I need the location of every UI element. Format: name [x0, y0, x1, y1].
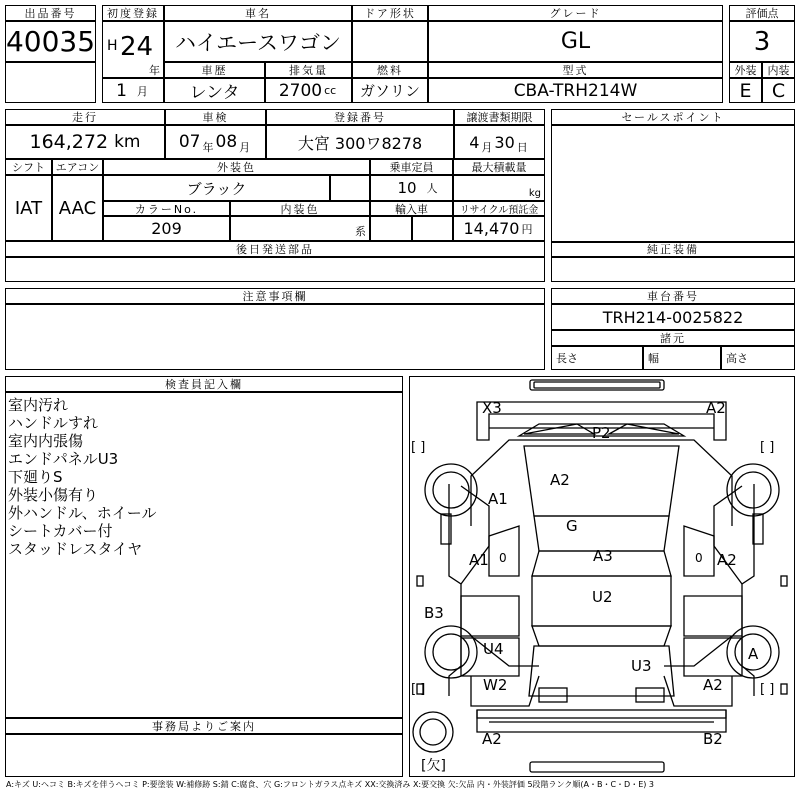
- import-a: [370, 216, 412, 241]
- insp-month-unit: 月: [239, 141, 251, 154]
- bracket-left-front: [ ]: [411, 440, 426, 455]
- mark-a1-front-left: A1: [488, 490, 508, 508]
- mark-a2-rear-right: A2: [703, 676, 723, 694]
- bracket-left-rear: [ ]: [411, 682, 426, 697]
- reg-no-label: 登録番号: [266, 109, 454, 125]
- displacement-value: 2700: [278, 80, 323, 101]
- mark-w2: W2: [483, 676, 508, 694]
- score-label: 評価点: [729, 5, 795, 21]
- notice-box: [5, 304, 545, 370]
- capacity-label: 乗車定員: [370, 159, 453, 175]
- sales-points-box: [551, 125, 795, 243]
- displacement-label: 排気量: [265, 62, 352, 78]
- mark-p2: P2: [592, 424, 611, 442]
- ac-label: エアコン: [52, 159, 103, 175]
- note-line: シートカバー付: [8, 522, 113, 540]
- lot-no-blank: [5, 62, 96, 103]
- transfer-day: 30: [494, 132, 515, 152]
- model-label: 型式: [428, 62, 723, 78]
- mark-a2-hood: A2: [550, 471, 570, 489]
- grade-label: グレード: [428, 5, 723, 21]
- mark-zero-left: 0: [499, 551, 507, 565]
- reg-month-unit: 月: [136, 84, 148, 98]
- length-label: 長さ: [551, 346, 643, 370]
- insp-month: 08: [215, 132, 238, 152]
- mileage-unit: km: [114, 132, 141, 152]
- import-label: 輸入車: [370, 201, 453, 216]
- specs-label: 諸元: [551, 330, 795, 346]
- load-label: 最大積載量: [453, 159, 545, 175]
- ext-grade: E: [729, 78, 762, 103]
- insp-year: 07: [178, 132, 201, 152]
- legend: A:キズ U:ヘコミ B:キズを伴うヘコミ P:要塗装 W:補修跡 S:錆 C:腐食、穴 G:フロントガラス点キズ XX:交換済み X:要交換 欠:欠品 内・外装評価 5段階ランク順(A・B・C・D・E) 3: [6, 780, 655, 789]
- office-label: 事務局よりご案内: [5, 718, 403, 734]
- note-line: 室内内張傷: [8, 432, 84, 450]
- note-line: ハンドルすれ: [8, 414, 99, 432]
- inspector-label: 検査員記入欄: [5, 376, 403, 392]
- int-grade: C: [762, 78, 795, 103]
- mark-a2-right: A2: [717, 551, 737, 569]
- door-label: ドア形状: [352, 5, 428, 21]
- mark-b2-rear-right: B2: [703, 730, 723, 748]
- note-line: スタッドレスタイヤ: [8, 540, 143, 558]
- model: CBA-TRH214W: [428, 78, 723, 103]
- recycle-value: 14,470: [463, 219, 520, 238]
- transfer-month: 4: [469, 132, 480, 152]
- mark-zero-right: 0: [695, 551, 703, 565]
- shift: IAT: [5, 175, 52, 241]
- capacity-unit: 人: [426, 182, 438, 195]
- mark-u2: U2: [592, 588, 613, 606]
- office-box: [5, 734, 403, 777]
- chassis-no: TRH214-0025822: [551, 304, 795, 330]
- mileage-label: 走行: [5, 109, 165, 125]
- width-label: 幅: [643, 346, 721, 370]
- mark-a-wheel: A: [748, 645, 759, 663]
- bracket-right-front: [ ]: [760, 440, 775, 455]
- note-line: 外ハンドル、ホイール: [8, 504, 157, 522]
- mark-x3: X3: [482, 399, 502, 417]
- capacity-value: 10: [397, 179, 417, 197]
- mileage-value: 164,272: [29, 131, 109, 153]
- mark-a3: A3: [593, 547, 613, 565]
- inspection-label: 車検: [165, 109, 266, 125]
- car-name: ハイエースワゴン: [164, 21, 352, 62]
- displacement-unit: cc: [324, 84, 337, 97]
- history: レンタ: [164, 78, 265, 103]
- notice-label: 注意事項欄: [5, 288, 545, 304]
- mark-u4: U4: [483, 640, 504, 658]
- transfer-label: 譲渡書類期限: [454, 109, 545, 125]
- int-color-label: 内装色: [230, 201, 370, 216]
- reg-no: 大宮 300ワ8278: [266, 125, 454, 159]
- first-reg-year: [102, 21, 164, 78]
- displacement: [265, 78, 352, 103]
- color-no: 209: [103, 216, 230, 241]
- height-label: 高さ: [721, 346, 795, 370]
- inspector-notes: [8, 396, 157, 558]
- inspection: [165, 125, 266, 159]
- mark-g: G: [566, 517, 578, 535]
- chassis-label: 車台番号: [551, 288, 795, 304]
- mark-missing: [欠]: [421, 758, 446, 774]
- reg-month: 1: [116, 80, 127, 101]
- genuine-box: [551, 257, 795, 282]
- color-blank: [330, 175, 370, 201]
- color: ブラック: [103, 175, 330, 201]
- grade: GL: [428, 21, 723, 62]
- mark-u3: U3: [631, 657, 652, 675]
- first-reg-month: [102, 78, 164, 103]
- transfer-month-unit: 月: [481, 141, 493, 154]
- lot-no-label: 出品番号: [5, 5, 96, 21]
- int-color: 系: [230, 216, 370, 241]
- era: H: [107, 38, 118, 54]
- door: [352, 21, 428, 62]
- recycle-unit: 円: [521, 222, 533, 236]
- mark-a2-front-right: A2: [706, 399, 726, 417]
- recycle-label: リサイクル預託金: [453, 201, 545, 216]
- first-reg-label: 初度登録: [102, 5, 164, 21]
- mark-b3: B3: [424, 604, 444, 622]
- fuel: ガソリン: [352, 78, 428, 103]
- transfer-deadline: [454, 125, 545, 159]
- note-line: 外装小傷有り: [8, 486, 99, 504]
- later-parts-box: [5, 257, 545, 282]
- capacity: [370, 175, 453, 201]
- int-label: 内装: [762, 62, 795, 78]
- recycle: [453, 216, 545, 241]
- lot-no: 40035: [5, 21, 96, 62]
- score: 3: [729, 21, 795, 62]
- color-label: 外装色: [103, 159, 370, 175]
- transfer-day-unit: 日: [516, 141, 528, 154]
- color-no-label: カラーNo.: [103, 201, 230, 216]
- reg-year: 24: [120, 32, 154, 62]
- ac: AAC: [52, 175, 103, 241]
- car-name-label: 車名: [164, 5, 352, 21]
- fuel-label: 燃料: [352, 62, 428, 78]
- mark-a1-left: A1: [469, 551, 489, 569]
- sales-points-label: セールスポイント: [551, 109, 795, 125]
- history-label: 車歴: [164, 62, 265, 78]
- import-b: [412, 216, 453, 241]
- shift-label: シフト: [5, 159, 52, 175]
- bracket-right-rear: [ ]: [760, 682, 775, 697]
- reg-year-unit: 年: [149, 64, 160, 77]
- insp-year-unit: 年: [202, 141, 214, 154]
- load: kg: [453, 175, 545, 201]
- mark-a2-rear-left: A2: [482, 730, 502, 748]
- genuine-label: 純正装備: [551, 241, 795, 257]
- note-line: 下廻りS: [8, 468, 63, 486]
- ext-label: 外装: [729, 62, 762, 78]
- note-line: 室内汚れ: [8, 396, 69, 414]
- note-line: エンドパネルU3: [8, 450, 119, 468]
- later-parts-label: 後日発送部品: [5, 241, 545, 257]
- mileage: [5, 125, 165, 159]
